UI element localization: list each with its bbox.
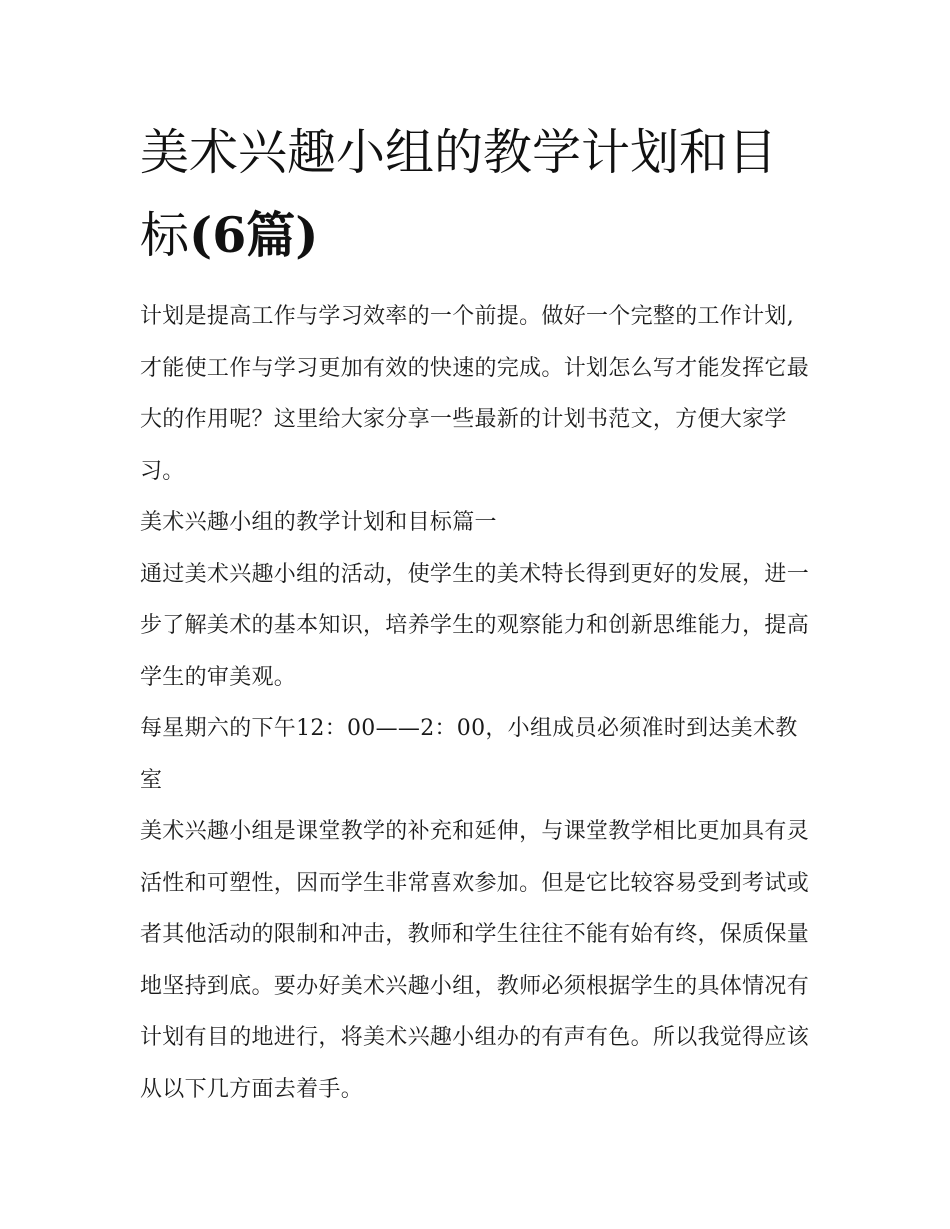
section-heading: 美术兴趣小组的教学计划和目标篇一 [140,510,497,535]
intro-paragraph: 计划是提高工作与学习效率的一个前提。做好一个完整的工作计划,才能使工作与学习更加有效的快速的完成。计划怎么写才能发挥它最大的作用呢？这里给大家分享一些最新的计划书范文，方便大家学习。 [140,304,810,484]
title-suffix-text: (6篇) [189,206,319,264]
document-content [140,112,812,1115]
approach-paragraph: 美术兴趣小组是课堂教学的补充和延伸，与课堂教学相比更加具有灵活性和可塑性，因而学生非常喜欢参加。但是它比较容易受到考试或者其他活动的限制和冲击，教师和学生往往不能有始有终，保质保量地坚持到底。要办好美术兴趣小组，教师必须根据学生的具体情况有计划有目的地进行，将美术兴趣小组办的有声有色。所以我觉得应该从以下几方面去着手。 [140,819,810,1102]
goal-paragraph: 通过美术兴趣小组的活动，使学生的美术特长得到更好的发展，进一步了解美术的基本知识，培养学生的观察能力和创新思维能力，提高学生的审美观。 [140,561,810,690]
schedule-paragraph: 每星期六的下午12：00——2：00，小组成员必须准时到达美术教室 [140,716,798,793]
document-title [140,112,812,277]
title-main-text: 美术兴趣小组的教学计划和目标 [140,124,778,264]
